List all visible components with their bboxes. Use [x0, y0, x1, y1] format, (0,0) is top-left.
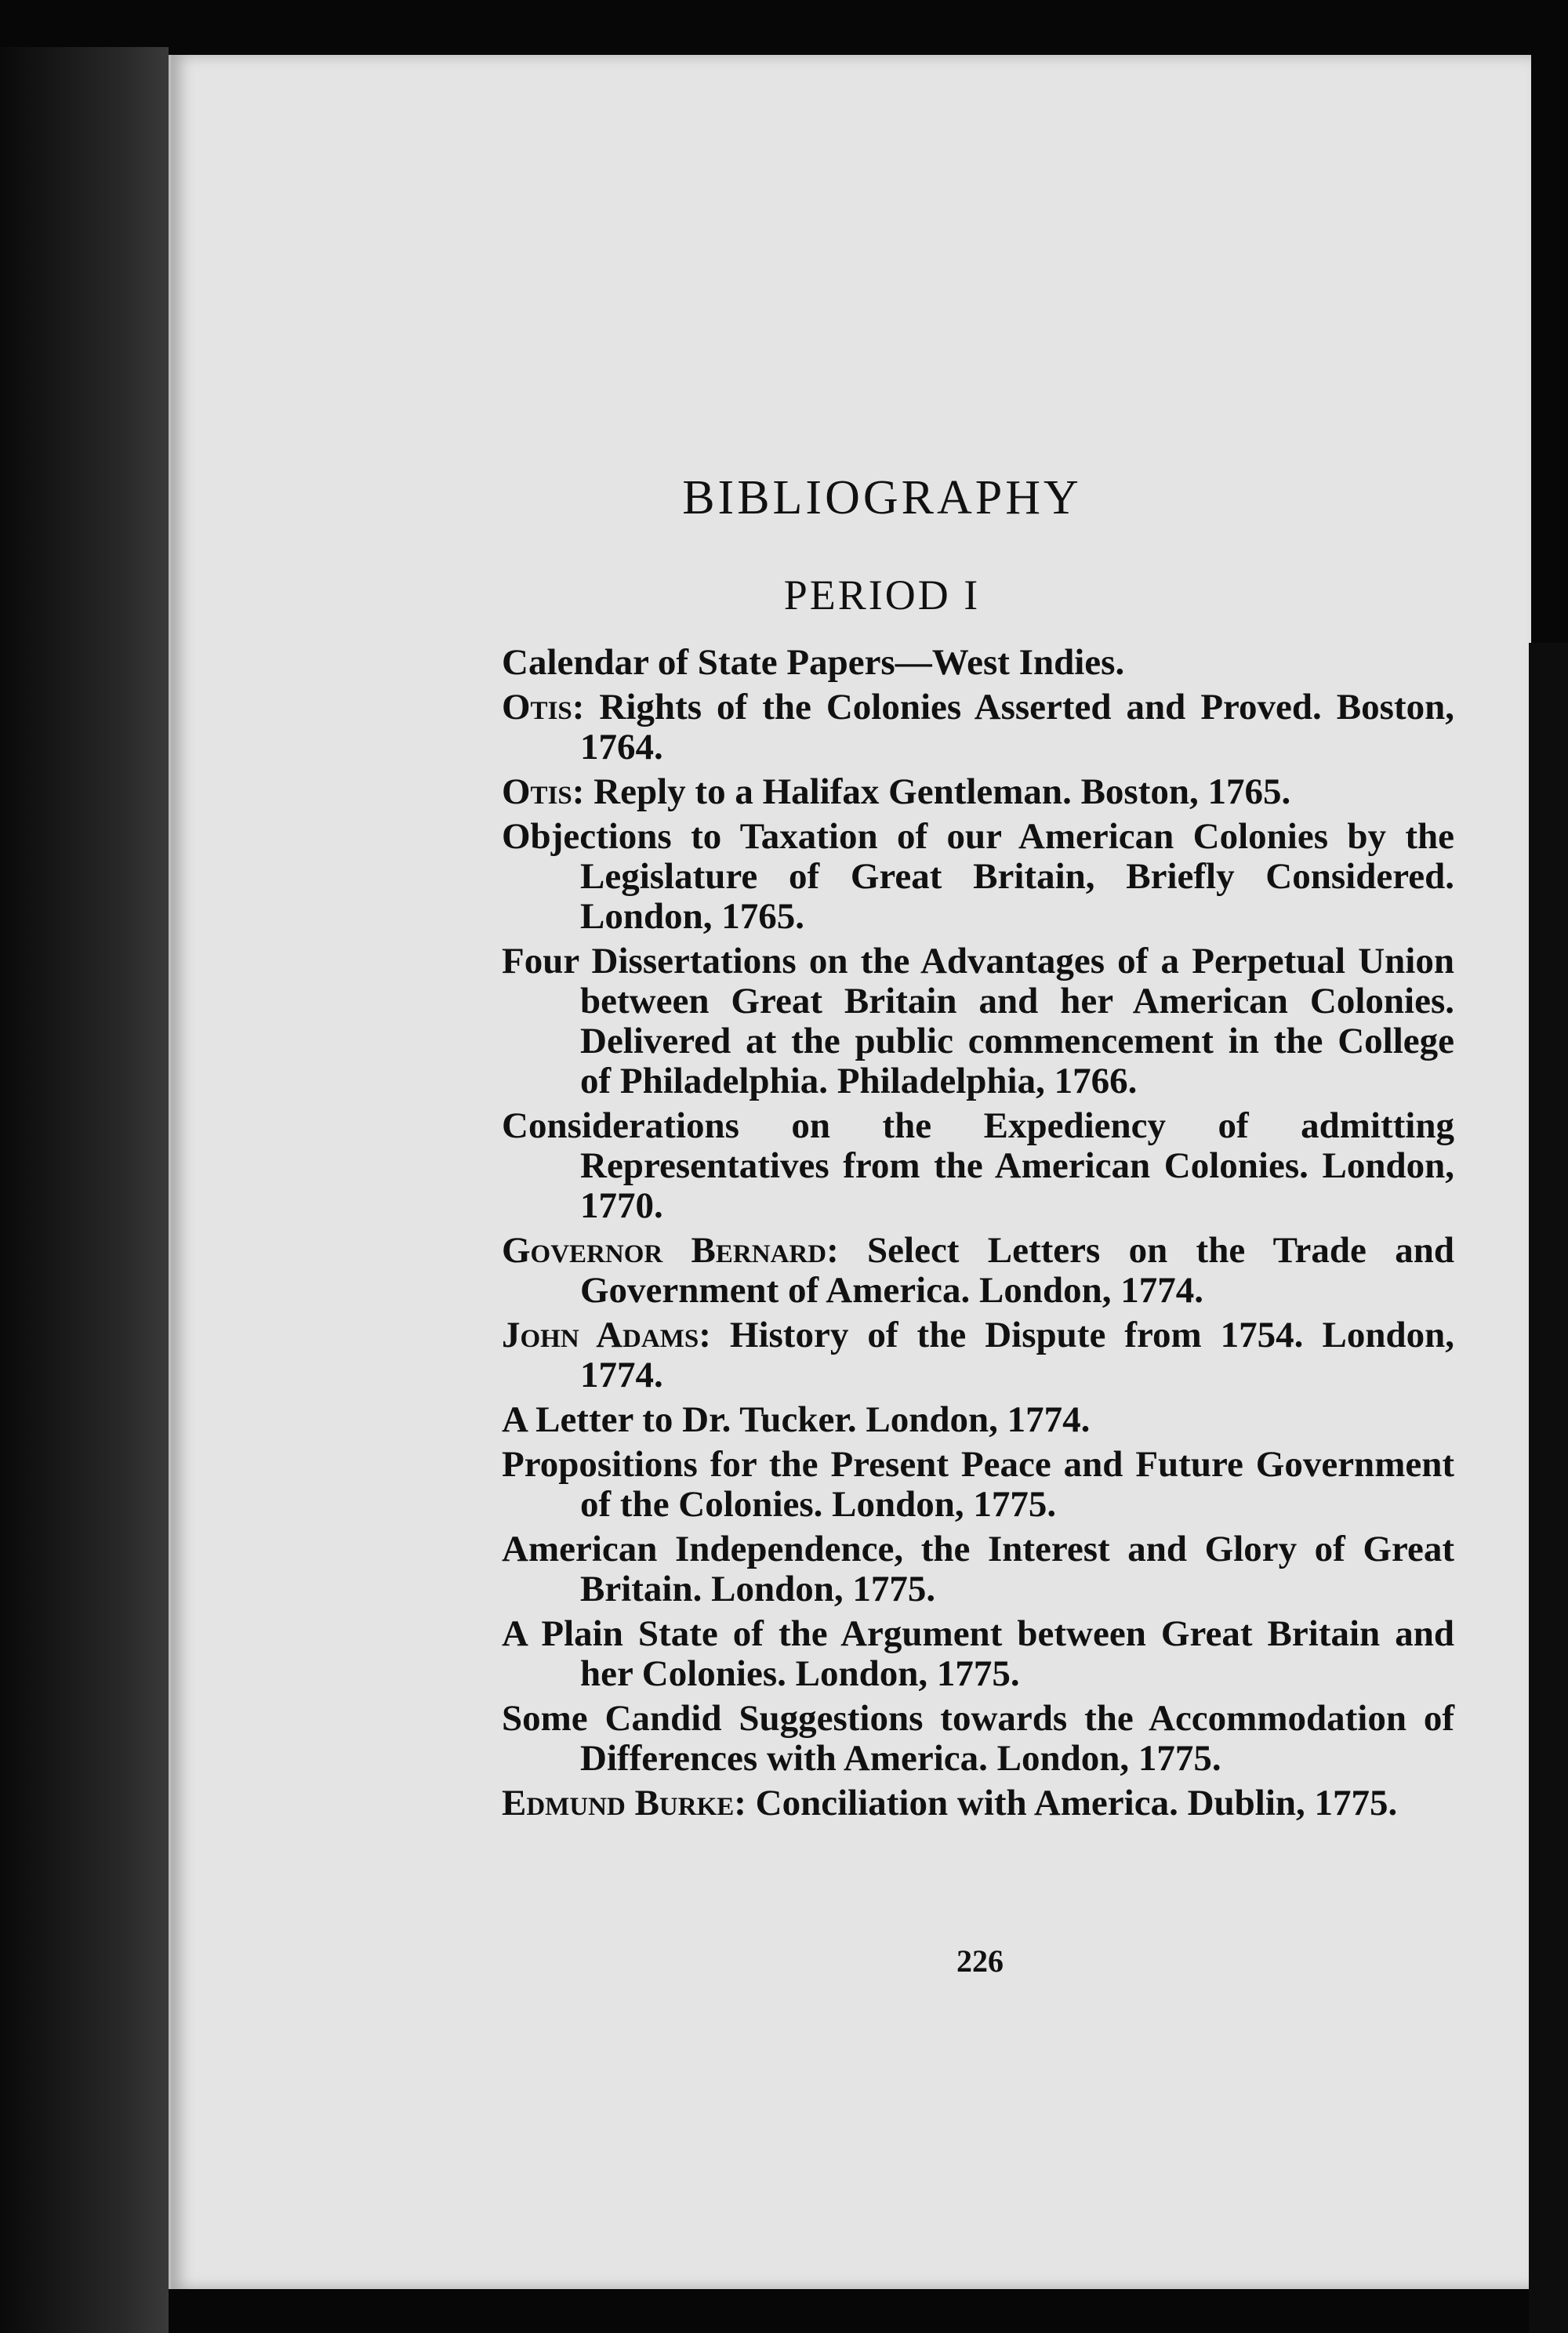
bibliography-entry	[502, 688, 1454, 767]
bibliography-entry	[502, 1783, 1454, 1823]
bibliography-entry	[502, 1445, 1454, 1525]
entry-text: Calendar of State Papers—West Indies.	[502, 642, 1125, 683]
entry-text: Propositions for the Present Peace and Future Government of the Colonies. London, 1775.	[502, 1444, 1454, 1525]
entry-text: : Conciliation with America. Dublin, 1775.	[734, 1783, 1398, 1823]
entry-text: : Select Letters on the Trade and Government of America. London, 1774.	[580, 1230, 1454, 1311]
bibliography-list	[502, 643, 1454, 1828]
entry-author: Edmund Burke	[502, 1783, 735, 1823]
entry-text: : History of the Dispute from 1754. London, 1774.	[580, 1315, 1454, 1395]
bibliography-entry	[502, 772, 1454, 812]
page-title: BIBLIOGRAPHY	[682, 471, 1082, 524]
bibliography-entry	[502, 1231, 1454, 1311]
bibliography-entry	[502, 643, 1454, 683]
bibliography-entry	[502, 1315, 1454, 1395]
entry-author: Otis	[502, 771, 572, 812]
entry-text: American Independence, the Interest and Glory of Great Britain. London, 1775.	[502, 1529, 1454, 1609]
bibliography-entry	[502, 1400, 1454, 1440]
page-number: 226	[956, 1943, 1004, 1979]
entry-text: Considerations on the Expediency of admitting Representatives from the American Colonies. London, 1770.	[502, 1105, 1454, 1226]
page-right-edge-shadow	[1529, 643, 1568, 2333]
bibliography-entry	[502, 1529, 1454, 1609]
bibliography-entry	[502, 1699, 1454, 1779]
entry-text: : Rights of the Colonies Asserted and Proved. Boston, 1764.	[572, 687, 1454, 767]
entry-text: A Letter to Dr. Tucker. London, 1774.	[502, 1399, 1091, 1440]
entry-text: Objections to Taxation of our American Colonies by the Legislature of Great Britain, Briefly Considered. London, 1765.	[502, 816, 1454, 937]
bibliography-entry	[502, 817, 1454, 937]
entry-author: Governor Bernard	[502, 1230, 827, 1271]
entry-text: : Reply to a Halifax Gentleman. Boston, 1765.	[572, 771, 1291, 812]
bibliography-entry	[502, 1614, 1454, 1694]
book-binding-edge	[0, 47, 169, 2333]
entry-author: Otis	[502, 687, 572, 727]
entry-author: John Adams	[502, 1315, 699, 1355]
entry-text: Four Dissertations on the Advantages of a Perpetual Union between Great Britain and her American Colonies. Delivered at the public commencement in the College of Philadelphia. Philadelphia, 1766.	[502, 941, 1454, 1101]
bibliography-entry	[502, 942, 1454, 1101]
entry-text: A Plain State of the Argument between Great Britain and her Colonies. London, 1775.	[502, 1613, 1454, 1694]
section-heading: PERIOD I	[783, 571, 981, 619]
bibliography-entry	[502, 1106, 1454, 1226]
entry-text: Some Candid Suggestions towards the Accommodation of Differences with America. London, 1775.	[502, 1698, 1454, 1779]
